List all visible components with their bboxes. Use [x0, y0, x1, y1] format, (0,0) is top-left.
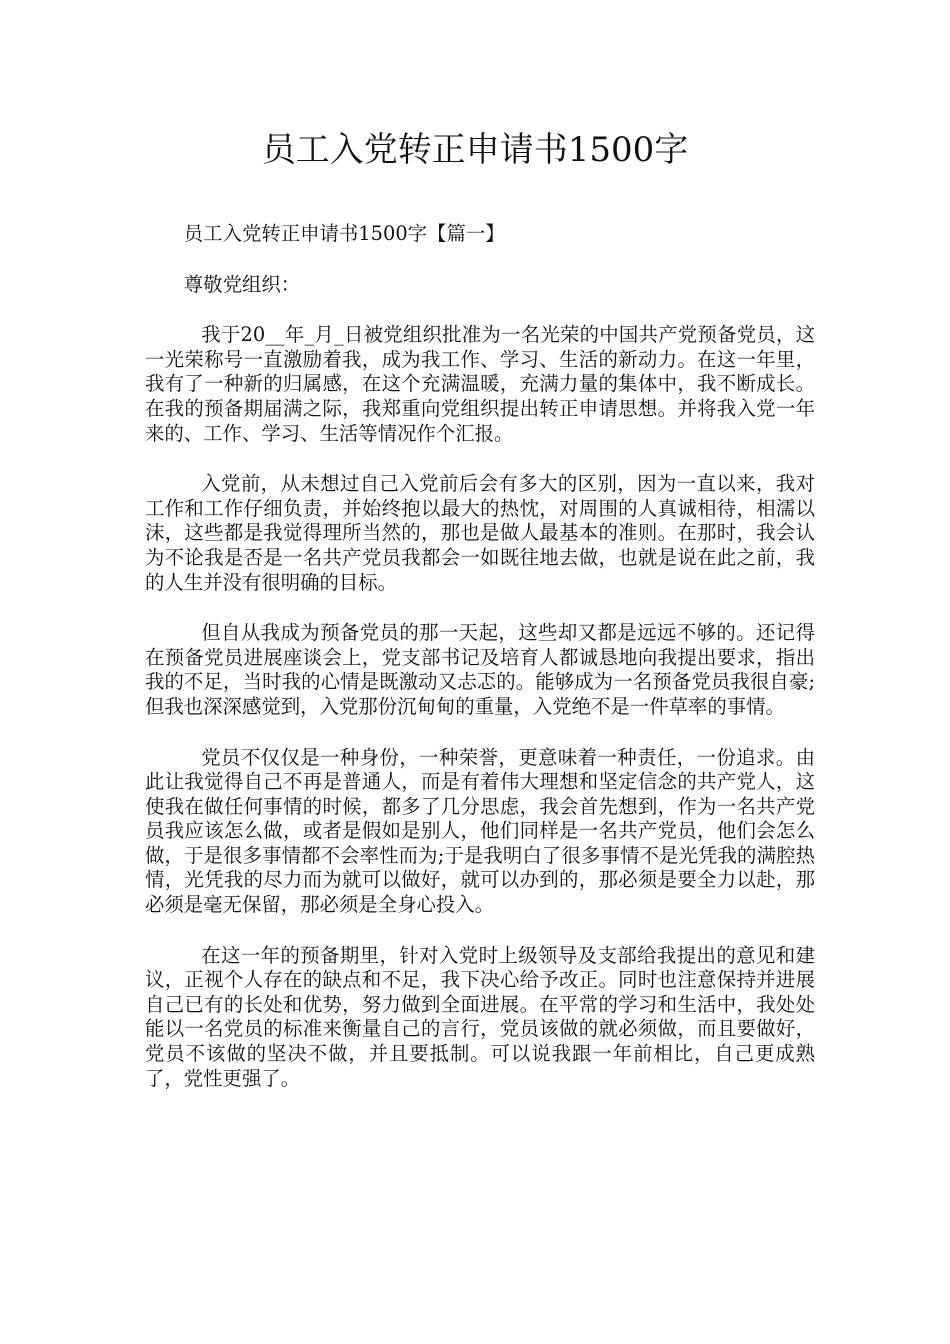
- salutation: 尊敬党组织：: [183, 272, 301, 296]
- paragraph-1: 我于20__年_月_日被党组织批准为一名光荣的中国共产党预备党员，这一光荣称号一直激励着我，成为我工作、学习、生活的新动力。在这一年里，我有了一种新的归属感，在这个充满温暖，充满力量的集体中，我不断成长。在我的预备期届满之际，我郑重向党组织提出转正申请思想。并将我入党一年来的、工作、学习、生活等情况作个汇报。: [145, 323, 815, 445]
- paragraph-3: 但自从我成为预备党员的那一天起，这些却又都是远远不够的。还记得在预备党员进展座谈会上，党支部书记及培育人都诚恳地向我提出要求，指出我的不足，当时我的心情是既激动又忐忑的。能够成为一名预备党员我很自豪;但我也深深感觉到，入党那份沉甸甸的重量，入党绝不是一件草率的事情。: [145, 621, 815, 718]
- paragraph-2: 入党前，从未想过自己入党前后会有多大的区别，因为一直以来，我对工作和工作仔细负责，并始终抱以最大的热忱，对周围的人真诚相待，相濡以沫，这些都是我觉得理所当然的，那也是做人最基本的准则。在那时，我会认为不论我是否是一名共产党员我都会一如既往地去做，也就是说在此之前，我的人生并没有很明确的目标。: [145, 472, 815, 594]
- document-title: 员工入党转正申请书1500字: [261, 130, 689, 170]
- paragraph-4: 党员不仅仅是一种身份，一种荣誉，更意味着一种责任，一份追求。由此让我觉得自己不再是普通人，而是有着伟大理想和坚定信念的共产党人，这使我在做任何事情的时候，都多了几分思虑，我会首先想到，作为一名共产党员我应该怎么做，或者是假如是别人，他们同样是一名共产党员，他们会怎么做，于是很多事情都不会率性而为;于是我明白了很多事情不是光凭我的满腔热情，光凭我的尽力而为就可以做好，就可以办到的，那必须是要全力以赴，那必须是毫无保留，那必须是全身心投入。: [145, 745, 815, 917]
- paragraph-5: 在这一年的预备期里，针对入党时上级领导及支部给我提出的意见和建议，正视个人存在的缺点和不足，我下决心给予改正。同时也注意保持并进展自己已有的长处和优势，努力做到全面进展。在平常的学习和生活中，我处处能以一名党员的标准来衡量自己的言行，党员该做的就必须做，而且要做好，党员不该做的坚决不做，并且要抵制。可以说我跟一年前相比，自己更成熟了，党性更强了。: [145, 943, 815, 1090]
- document-body: [145, 222, 815, 1117]
- section-subtitle: 员工入党转正申请书1500字【篇一】: [183, 222, 505, 245]
